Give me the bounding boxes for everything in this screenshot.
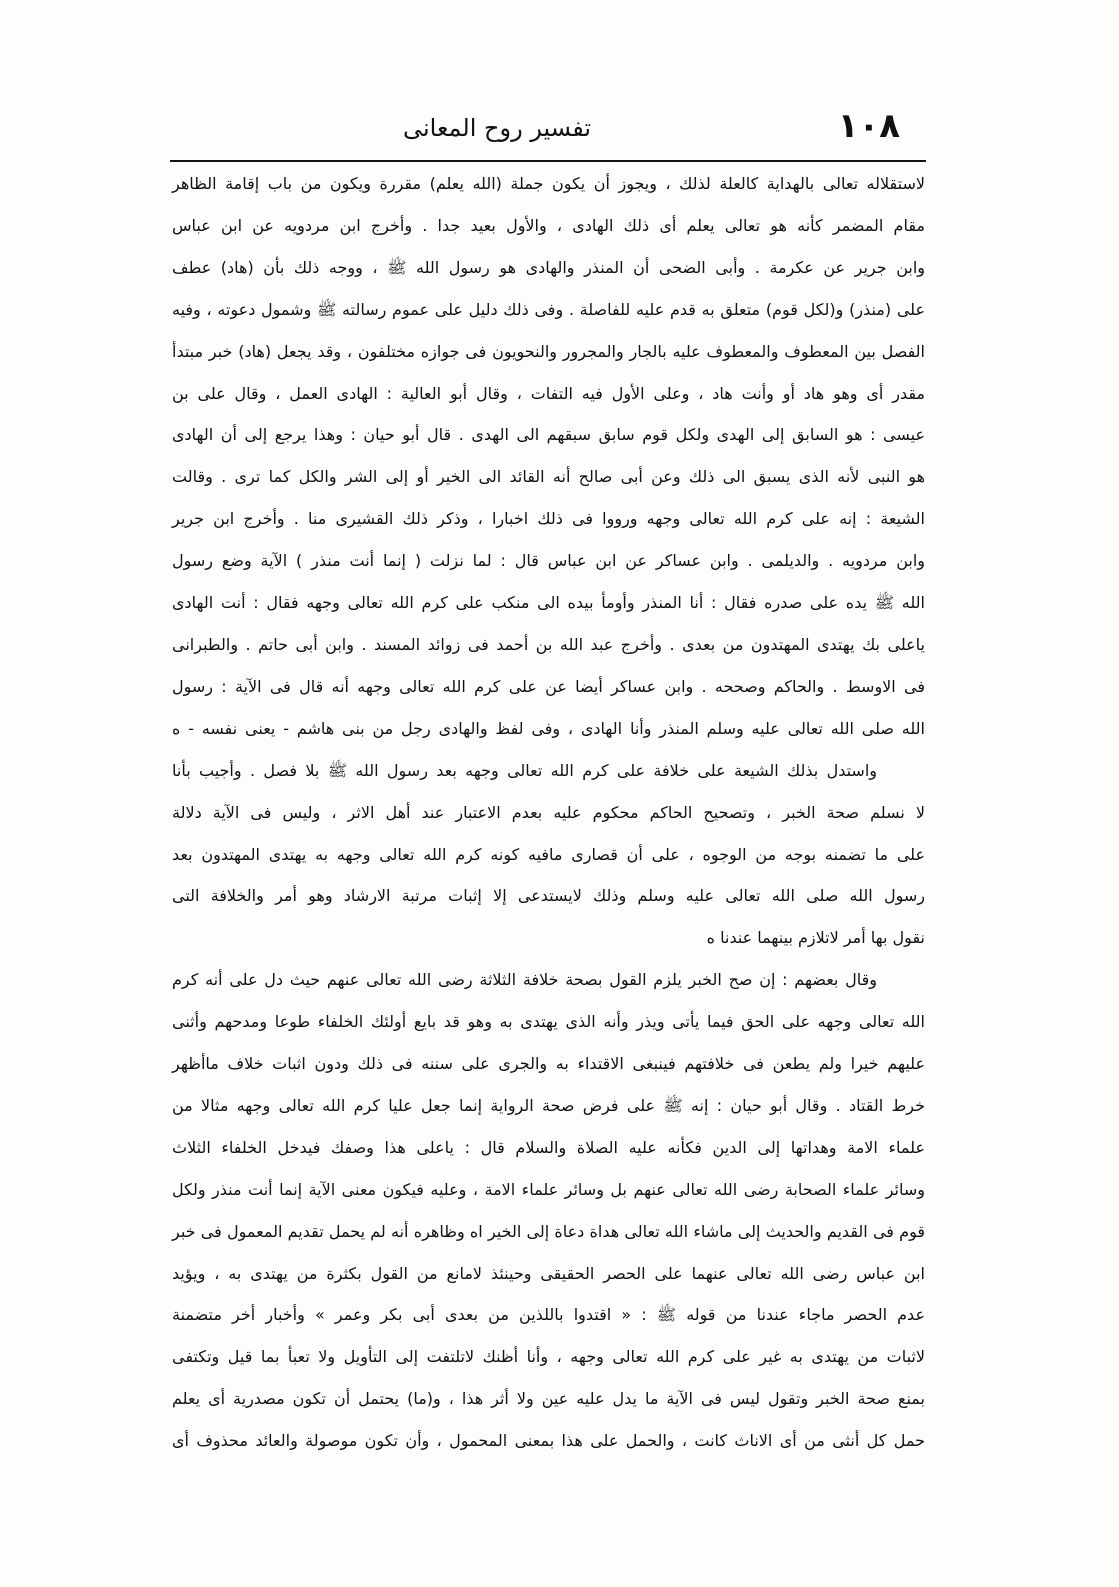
text-line: عليهم خيرا ولم يطعن فى خلافتهم فينبغى الاقتداء به والجرى على سننه فى ذلك ودون اثبات خلاف ماأظهر	[172, 1054, 925, 1074]
text-line: لا نسلم صحة الخبر ، وتصحيح الحاكم محكوم عليه بعدم الاعتبار عند أهل الاثر ، وليس فى الآية دلالة	[172, 802, 925, 822]
text-line: وابن جرير عن عكرمة . وأبى الضحى أن المنذر والهادى هو رسول الله ﷺ ، ووجه ذلك بأن (هاد) عطف	[172, 257, 925, 277]
text-line: عدم الحصر ماجاء عندنا من قوله ﷺ : « اقتدوا باللذين من بعدى أبى بكر وعمر » وأخبار أخر متضمنة	[172, 1305, 925, 1325]
text-line: على ما تضمنه بوجه من الوجوه ، على أن قصارى مافيه كونه كرم الله تعالى وجهه به يهتدى المهتدون بعد	[172, 844, 925, 864]
text-line: عيسى : هو السابق إلى الهدى ولكل قوم سابق سبقهم الى الهدى . قال أبو حيان : وهذا يرجع إلى أن الهادى	[172, 425, 925, 445]
running-title: تفسير روح المعانى	[402, 114, 592, 142]
paragraph-last-line: نقول بها أمر لاتلازم بينهما عندنا ه	[706, 928, 925, 948]
text-line: الله صلى الله تعالى عليه وسلم المنذر وأنا الهادى ، وفى لفظ والهادى رجل من بنى هاشم - يعنى نفسه - ه	[172, 718, 925, 738]
text-line: مقام المضمر كأنه هو تعالى يعلم أى ذلك الهادى ، والأول بعيد جدا . وأخرج ابن مردويه عن ابن عباس	[172, 215, 925, 235]
text-line: الله ﷺ يده على صدره فقال : أنا المنذر وأومأ بيده الى منكب على كرم الله تعالى وجهه فقال : أنت الهادى	[172, 593, 925, 613]
text-line: الفصل بين المعطوف والمعطوف عليه بالجار والمجرور والنحويون فى جوازه مختلفون ، وقد يجعل (هاد) خبر مبتدأ	[172, 341, 925, 361]
header-rule	[170, 160, 926, 162]
text-line: هو النبى لأنه الذى يسبق الى ذلك وعن أبى صالح أنه القائد الى الخير أو إلى الشر والكل كما ترى . وقالت	[172, 467, 925, 487]
text-line: الشيعة : إنه على كرم الله تعالى وجهه ورووا فى ذلك اخبارا ، وذكر ذلك القشيرى منا . وأخرج ابن جرير	[172, 509, 925, 529]
body-text	[172, 163, 925, 1462]
text-line: وسائر علماء الصحابة رضى الله تعالى عنهم بل وسائر علماء الامة ، وعليه فيكون معنى الآية إنما أنت منذر ولكل	[172, 1179, 925, 1199]
text-line: علماء الامة وهداتها إلى الدين فكأنه عليه الصلاة والسلام قال : ياعلى هذا وصفك فيدخل الخلفاء الثلاث	[172, 1137, 925, 1157]
text-line: ياعلى بك يهتدى المهتدون من بعدى . وأخرج عبد الله بن أحمد فى زوائد المسند . وابن أبى حاتم . والطبرانى	[172, 634, 925, 654]
paragraph-first-line: وقال بعضهم : إن صح الخبر يلزم القول بصحة خلافة الثلاثة رضى الله تعالى عنهم حيث دل على أنه كرم	[172, 970, 877, 990]
text-line: رسول الله صلى الله تعالى عليه وسلم وذلك لايستدعى إلا إثبات مرتبة الارشاد وهو أمر والخلافة التى	[172, 886, 925, 906]
text-line: الله تعالى وجهه على الحق فيما يأتى ويذر وأنه الذى يهتدى به وهو قد بايع أولئك الخلفاء طوعا ومدحهم وأثنى	[172, 1012, 925, 1032]
text-line: على (منذر) و(لكل قوم) متعلق به قدم عليه للفاصلة . وفى ذلك دليل على عموم رسالته ﷺ وشمول دعوته ، وفيه	[172, 299, 925, 319]
text-line: لاستقلاله تعالى بالهداية كالعلة لذلك ، ويجوز أن يكون جملة (الله يعلم) مقررة ويكون من باب إقامة الظاهر	[172, 174, 925, 193]
text-line: حمل كل أنثى من أى الاناث كانت ، والحمل على هذا بمعنى المحمول ، وأن تكون موصولة والعائد محذوف أى	[172, 1431, 925, 1451]
text-line: قوم فى القديم والحديث إلى ماشاء الله تعالى هداة دعاة إلى الخير اه وظاهره أنه لم يحمل تقديم المعمول فى خبر	[172, 1221, 925, 1241]
text-line: لاثبات من يهتدى به غير على كرم الله تعالى وجهه ، وأنا أظنك لاتلتفت إلى التأويل ولا تعبأ بما قيل وتكتفى	[172, 1347, 925, 1367]
paragraph-first-line: واستدل بذلك الشيعة على خلافة على كرم الله تعالى وجهه بعد رسول الله ﷺ بلا فصل . وأجيب بأنا	[172, 760, 877, 780]
text-line: خرط القتاد . وقال أبو حيان : إنه ﷺ على فرض صحة الرواية إنما جعل عليا كرم الله تعالى وجهه مثالا من	[172, 1095, 925, 1115]
text-line: مقدر أى وهو هاد أو وأنت هاد ، وعلى الأول فيه التفات ، وقال أبو العالية : الهادى العمل ، وقال على بن	[172, 383, 925, 403]
text-line: ابن عباس رضى الله تعالى عنهما على الحصر الحقيقى وحينئذ لامانع من القول بكثرة من يهتدى به ، ويؤيد	[172, 1263, 925, 1283]
page-number: ١٠٨	[837, 106, 900, 146]
text-line: فى الاوسط . والحاكم وصححه . وابن عساكر أيضا عن على كرم الله تعالى وجهه أنه قال فى الآية : رسول	[172, 676, 925, 696]
text-line: وابن مردويه . والديلمى . وابن عساكر عن ابن عباس قال : لما نزلت ( إنما أنت منذر ) الآية وضع رسول	[172, 551, 925, 571]
text-line: بمنع صحة الخبر وتقول ليس فى الآية ما يدل عليه عين ولا أثر هذا ، و(ما) يحتمل أن تكون مصدرية أى يعلم	[172, 1389, 925, 1409]
